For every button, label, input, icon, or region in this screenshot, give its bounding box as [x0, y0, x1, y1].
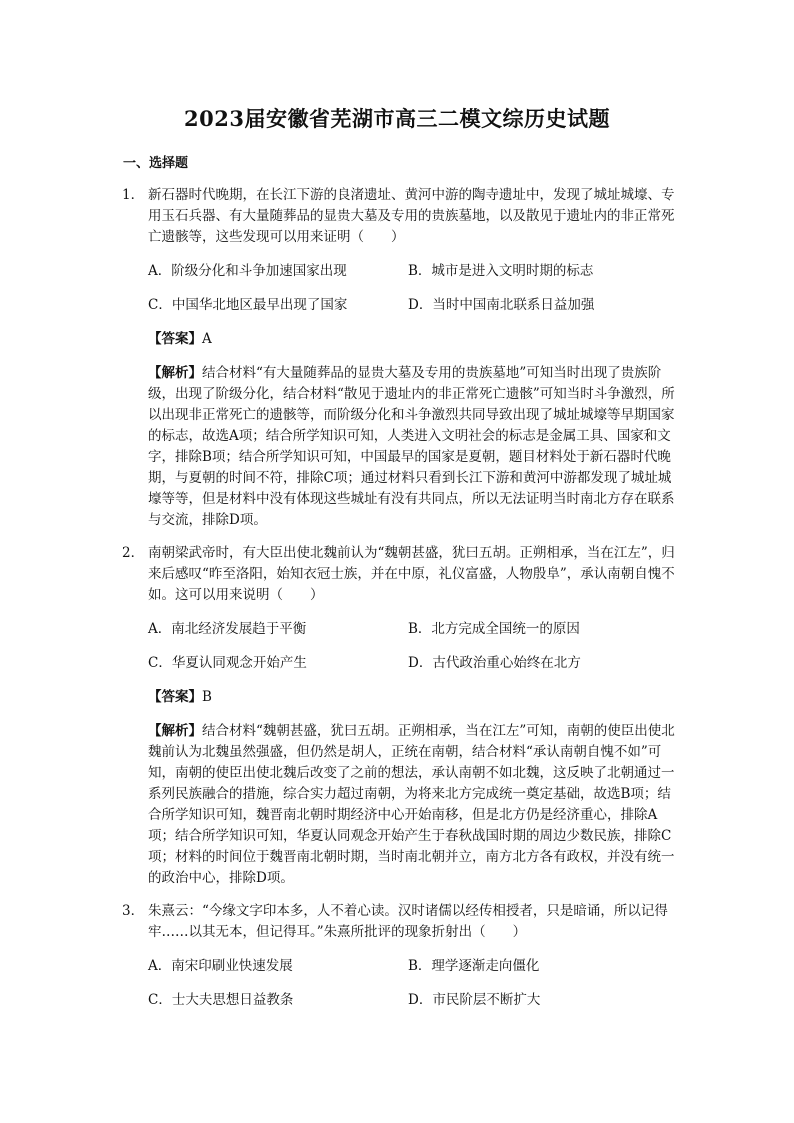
option-b: B．北方完成全国统一的原因: [408, 621, 580, 637]
option-d: D．古代政治重心始终在北方: [408, 655, 581, 671]
question-3: [122, 901, 682, 943]
option-d: D．市民阶层不断扩大: [408, 992, 541, 1008]
option-c: C．中国华北地区最早出现了国家: [148, 297, 348, 313]
analysis-text: 结合材料“有大量随葬品的显贵大墓及专用的贵族墓地”可知当时出现了贵族阶级，出现了阶级分化，结合材料“散见于遗址内的非正常死亡遗骸”可知当时斗争激烈，所以出现非正常死亡的遗骸等，而阶级分化和斗争激烈共同导致出现了城址城壕等早期国家的标志，故选A项；结合所学知识可知，人类进入文明社会的标志是金属工具、国家和文字，排除B项；结合所学知识可知，中国最早的国家是夏朝，题目材料处于新石器时代晚期，与夏朝的时间不符，排除C项；通过材料只看到长江下游和黄河中游都发现了城址城壕等等，但是材料中没有体现这些城址有没有共同点，所以无法证明当时南北方存在联系与交流，排除D项。: [148, 365, 675, 528]
answer: [148, 687, 678, 708]
question-1: [122, 185, 682, 248]
question-stem: 朱熹云：“今缘文字印本多，人不着心读。汉时诸儒以经传相授者，只是暗诵，所以记得牢……以其无本，但记得耳。”朱熹所批评的现象折射出（ ）: [148, 903, 668, 940]
analysis-tag: 【解析】: [148, 365, 202, 381]
option-a: A．南北经济发展趋于平衡: [148, 621, 307, 637]
option-b: B．城市是进入文明时期的标志: [408, 263, 594, 279]
question-number: 2．: [122, 545, 145, 561]
question-stem: 新石器时代晚期，在长江下游的良渚遗址、黄河中游的陶寺遗址中，发现了城址城壕、专用玉石兵器、有大量随葬品的显贵大墓及专用的贵族墓地，以及散见于遗址内的非正常死亡遗骸等，这些发现可以用来证明（ ）: [148, 187, 675, 245]
question-number: 1．: [122, 187, 145, 203]
analysis: [148, 721, 678, 889]
option-c: C．士大夫思想日益教条: [148, 992, 294, 1008]
page-title: 2023届安徽省芜湖市高三二模文综历史试题: [184, 106, 610, 131]
section-heading: 一、选择题: [123, 156, 189, 171]
analysis-text: 结合材料“魏朝甚盛，犹曰五胡。正朔相承，当在江左”可知，南朝的使臣出使北魏前认为北魏虽然强盛，但仍然是胡人，正统在南朝，结合材料“承认南朝自愧不如”可知，南朝的使臣出使北魏后改变了之前的想法，承认南朝不如北魏，这反映了北朝通过一系列民族融合的措施，综合实力超过南朝，为将来北方完成统一奠定基础，故选B项；结合所学知识可知，魏晋南北朝时期经济中心开始南移，但是北方仍是经济重心，排除A项；结合所学知识可知，华夏认同观念开始产生于春秋战国时期的周边少数民族，排除C项；材料的时间位于魏晋南北朝时期，当时南北朝并立，南方北方各有政权，并没有统一的政治中心，排除D项。: [148, 723, 675, 886]
option-a: A．南宋印刷业快速发展: [148, 958, 293, 974]
option-d: D．当时中国南北联系日益加强: [408, 297, 595, 313]
answer-value: A: [202, 331, 212, 347]
answer-tag: 【答案】: [148, 689, 202, 705]
option-c: C．华夏认同观念开始产生: [148, 655, 307, 671]
answer: [148, 329, 678, 350]
question-stem: 南朝梁武帝时，有大臣出使北魏前认为“魏朝甚盛，犹曰五胡。正朔相承，当在江左”，归来后感叹“昨至洛阳，始知衣冠士族，并在中原，礼仪富盛，人物殷阜”，承认南朝自愧不如。这可以用来说明（ ）: [148, 545, 675, 603]
answer-tag: 【答案】: [148, 331, 202, 347]
analysis: [148, 363, 678, 531]
option-b: B．理学逐渐走向僵化: [408, 958, 540, 974]
question-number: 3．: [122, 903, 145, 919]
option-a: A．阶级分化和斗争加速国家出现: [148, 263, 347, 279]
answer-value: B: [202, 689, 212, 705]
analysis-tag: 【解析】: [148, 723, 202, 739]
question-2: [122, 543, 682, 606]
